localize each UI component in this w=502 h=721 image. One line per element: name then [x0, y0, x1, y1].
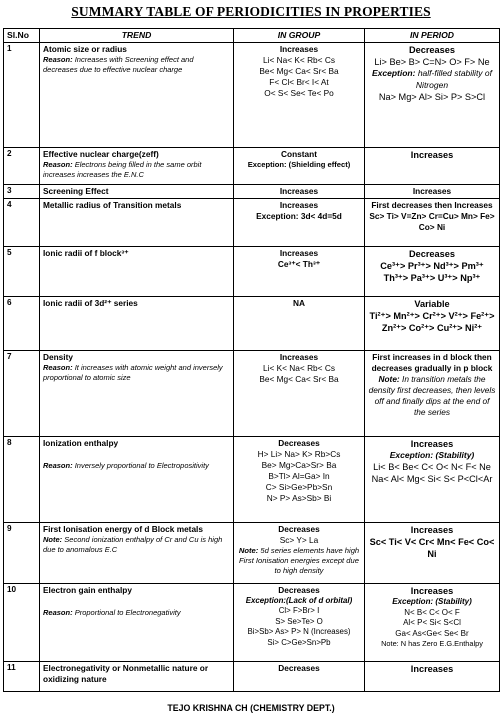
row-number: 4 — [4, 198, 40, 246]
group-cell: Increases Li< K< Na< Rb< Cs Be< Mg< Ca< Sr< Ba — [234, 350, 365, 436]
row-number: 11 — [4, 661, 40, 691]
trend-title: Effective nuclear charge(zeff) — [43, 149, 159, 159]
table-row — [4, 43, 500, 148]
group-cell: Decreases H> Li> Na> K> Rb>Cs Be> Mg>Ca>Sr> Ba B>Tl> Al=Ga> In C> Si>Ge>Pb>Sn N> P> As>Sb> Bi — [234, 436, 365, 522]
table-row — [4, 198, 500, 246]
trend-cell — [40, 185, 234, 199]
trend-title: Density — [43, 351, 73, 362]
period-cell: Decreases Ce³⁺> Pr³⁺> Nd³⁺> Pm³⁺ Th³⁺> Pa³⁺> U³⁺> Np³⁺ — [365, 246, 500, 296]
row-number: 10 — [4, 583, 40, 661]
periodicity-table — [3, 28, 500, 692]
trend-reason: Reason: It increases with atomic weight and inversely proportional to atomic size — [43, 362, 223, 382]
row-number: 8 — [4, 436, 40, 522]
period-cell: Decreases Li> Be> B> C=N> O> F> Ne Exception: half-filled stability of Nitrogen Na> Mg> Al> Si> P> S>Cl — [365, 43, 500, 148]
group-cell: Decreases — [234, 661, 365, 691]
trend-cell — [40, 198, 234, 246]
row-number: 1 — [4, 43, 40, 148]
trend-title: Electronegativity or Nonmetallic nature or oxidizing nature — [43, 662, 209, 684]
group-cell: Decreases Exception:(Lack of d orbital) Cl> F>Br> I S> Se>Te> O Bi>Sb> As> P> N (Increases) Si> C>Ge>Sn>Pb — [234, 583, 365, 661]
table-row — [4, 185, 500, 199]
period-cell: Increases Sc< Ti< V< Cr< Mn< Fe< Co< Ni — [365, 522, 500, 583]
period-cell: Increases — [365, 661, 500, 691]
group-cell: Increases Exception: 3d< 4d=5d — [234, 198, 365, 246]
trend-title: Screening Effect — [43, 186, 109, 196]
group-cell: Constant Exception: (Shielding effect) — [234, 148, 365, 185]
trend-cell — [40, 583, 234, 661]
header-row — [4, 29, 500, 43]
period-cell: Increases — [365, 185, 500, 199]
footer-author: TEJO KRISHNA CH (CHEMISTRY DEPT.) — [167, 703, 335, 713]
group-cell: Increases Li< Na< K< Rb< Cs Be< Mg< Ca< Sr< Ba F< Cl< Br< I< At O< S< Se< Te< Po — [234, 43, 365, 148]
period-cell: Increases Exception: (Stability) N< B< C< O< F Al< P< Si< S<Cl Ga< As<Ge< Se< Br Note: N has Zero E.G.Enthalpy — [365, 583, 500, 661]
period-cell: First increases in d block then decreases gradually in p block Note: In transition metals the density first decreases, then levels off and finally dips at the end of the series — [365, 350, 500, 436]
trend-title: Atomic size or radius — [43, 44, 127, 54]
group-cell: Increases — [234, 185, 365, 199]
group-cell: Increases Ce³⁺< Th³⁺ — [234, 246, 365, 296]
trend-cell — [40, 148, 234, 185]
row-number: 3 — [4, 185, 40, 199]
period-cell: First decreases then Increases Sc> Ti> V=Zn> Cr=Cu> Mn> Fe> Co> Ni — [365, 198, 500, 246]
trend-title: Ionic radii of f block³⁺ — [43, 247, 129, 258]
period-cell: Increases Exception: (Stability) Li< B< Be< C< O< N< F< Ne Na< Al< Mg< Si< S< P<Cl<Ar — [365, 436, 500, 522]
trend-cell — [40, 246, 234, 296]
row-number: 6 — [4, 296, 40, 350]
table-row — [4, 522, 500, 583]
header-trend: TREND — [40, 29, 234, 43]
period-cell: Variable Ti²⁺> Mn²⁺> Cr²⁺> V²⁺> Fe²⁺> Zn²⁺> Co²⁺> Cu²⁺> Ni²⁺ — [365, 296, 500, 350]
row-number: 7 — [4, 350, 40, 436]
table-row — [4, 436, 500, 522]
group-cell: NA — [234, 296, 365, 350]
trend-title: Ionic radii of 3d²⁺ series — [43, 297, 138, 308]
page-title: SUMMARY TABLE OF PERIODICITIES IN PROPERTIES — [71, 4, 431, 19]
header-period: IN PERIOD — [365, 29, 500, 43]
table-row — [4, 350, 500, 436]
header-sl: Sl.No — [4, 29, 40, 43]
header-group: IN GROUP — [234, 29, 365, 43]
period-cell: Increases — [365, 148, 500, 185]
trend-reason: Reason: Electrons being filled in the same orbit increases increases the E.N.C — [43, 159, 202, 179]
row-number: 9 — [4, 522, 40, 583]
trend-reason: Reason: Increases with Screening effect and decreases due to effective nuclear charge — [43, 54, 194, 74]
trend-cell — [40, 43, 234, 148]
table-row — [4, 296, 500, 350]
trend-title: Ionization enthalpy — [43, 437, 119, 448]
trend-cell — [40, 350, 234, 436]
trend-title: Metallic radius of Transition metals — [43, 199, 182, 210]
row-number: 5 — [4, 246, 40, 296]
group-cell: Decreases Sc> Y> La Note: 5d series elements have high First Ionisation energies except due to high density — [234, 522, 365, 583]
trend-reason: Note: Second ionization enthalpy of Cr and Cu is high due to anomalous E.C — [43, 534, 223, 554]
trend-cell — [40, 522, 234, 583]
trend-title: Electron gain enthalpy — [43, 584, 132, 595]
table-row — [4, 583, 500, 661]
trend-cell — [40, 661, 234, 691]
table-row — [4, 661, 500, 691]
trend-cell — [40, 436, 234, 522]
trend-title: First Ionisation energy of d Block metals — [43, 523, 203, 534]
row-number: 2 — [4, 148, 40, 185]
trend-reason: Reason: Proportional to Electronegativity — [43, 607, 181, 617]
table-row — [4, 246, 500, 296]
table-row — [4, 148, 500, 185]
trend-cell — [40, 296, 234, 350]
trend-reason: Reason: Inversely proportional to Electropositivity — [43, 460, 209, 470]
